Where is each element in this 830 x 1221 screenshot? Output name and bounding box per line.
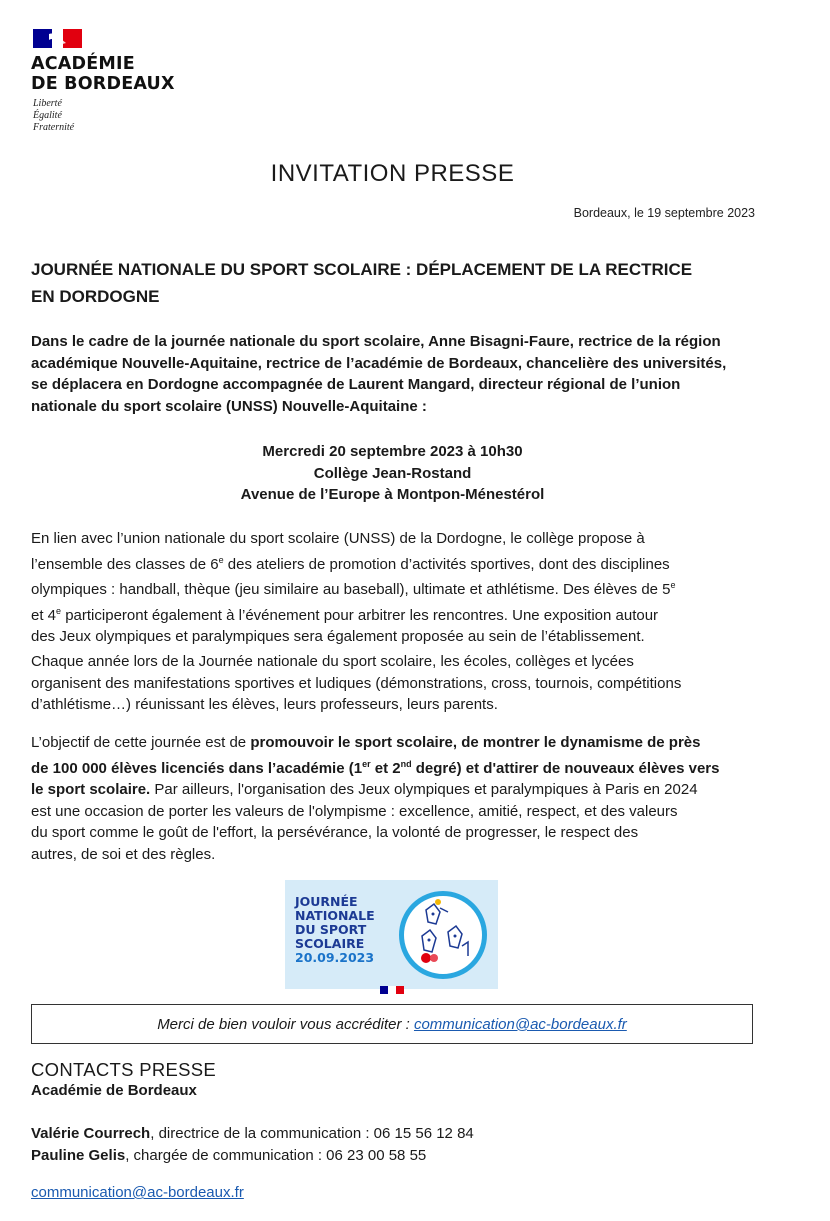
date-line: Bordeaux, le 19 septembre 2023 [573,206,755,220]
poster-date: 20.09.2023 [295,950,375,965]
paragraph-line: Chaque année lors de la Journée nationale du sport scolaire, les écoles, collèges et lycées [31,653,634,670]
document-title: INVITATION PRESSE [270,160,515,187]
event-place: Collège Jean-Rostand [313,464,472,482]
contacts-title: CONTACTS PRESSE [31,1059,217,1080]
logo-line-2: DE BORDEAUX [31,74,175,94]
republic-motto [33,98,74,134]
small-flag-icon [380,986,404,994]
poster-line: JOURNÉE [295,894,358,909]
motto-fraternite: Fraternité [33,122,75,133]
contact-person [31,1125,474,1142]
contact-person [31,1147,426,1164]
headline-line-1: JOURNÉE NATIONALE DU SPORT SCOLAIRE : DÉPLACEMENT DE LA RECTRICE [31,260,693,279]
logo-line-1: ACADÉMIE [31,54,135,74]
text-span: L’objectif de cette journée est de [31,734,251,751]
poster-title [295,895,375,965]
contact-name: Pauline Gelis [31,1147,126,1164]
paragraph-line: du sport comme le goût de l'effort, la persévérance, la volonté de progresser, le respect des [31,824,639,841]
contact-name: Valérie Courrech [31,1125,151,1142]
paragraph-line [31,601,766,627]
paragraph-activities [31,528,766,648]
text-span: et 4 [31,606,57,624]
text-span: degré) et d'attirer de nouveaux élèves vers [411,759,720,777]
paragraph-line: est une occasion de porter les valeurs de l'olympisme : excellence, amitié, respect, et des valeurs [31,802,678,820]
accreditation-email-link[interactable]: communication@ac-bordeaux.fr [413,1016,627,1033]
event-datetime: Mercredi 20 septembre 2023 à 10h30 [262,443,523,460]
paragraph-line [31,550,766,576]
paragraph-line: d’athlétisme…) réunissant les élèves, leurs professeurs, leurs parents. [31,696,498,713]
intro-paragraph [31,331,766,417]
text-span: participeront également à l’événement pour arbitrer les rencontres. Une exposition autour [61,606,659,624]
intro-line: académique Nouvelle-Aquitaine, rectrice de l’académie de Bordeaux, chancelière des universités, [31,354,727,372]
superscript: er [362,758,371,769]
contacts-email-link[interactable]: communication@ac-bordeaux.fr [31,1184,244,1201]
contact-role: , directrice de la communication : 06 15 56 12 84 [150,1125,474,1142]
paragraph-line [31,732,766,754]
event-poster-image [285,880,498,989]
text-span: olympiques : handball, thèque (jeu similaire au baseball), ultimate et athlétisme. Des élèves de 5 [31,581,671,598]
paragraph-line [31,575,766,601]
paragraph-line [31,754,766,780]
text-span: Par ailleurs, l'organisation des Jeux olympiques et paralympiques à Paris en 2024 [150,781,698,798]
accreditation-text: Merci de bien vouloir vous accréditer : [157,1016,414,1033]
superscript: e [56,605,62,616]
text-span: l’ensemble des classes de 6 [31,555,219,573]
poster-mascot-circle [399,891,487,979]
accreditation-box [31,1004,753,1044]
poster-line: DU SPORT [295,922,367,937]
headline [31,256,771,310]
republic-flag-logo-icon [33,29,82,48]
event-address: Avenue de l’Europe à Montpon-Ménestérol [240,486,545,503]
text-span: des ateliers de promotion d’activités sportives, dont des disciplines [223,555,670,573]
paragraph-line: En lien avec l’union nationale du sport scolaire (UNSS) de la Dordogne, le collège propose à [31,530,645,547]
paragraph-objective [31,732,766,865]
bold-span: promouvoir le sport scolaire, de montrer le dynamisme de près [250,734,701,751]
text-span: de 100 000 élèves licenciés dans l’académie (1 [31,759,363,777]
motto-liberte: Liberté [33,98,62,109]
intro-line: nationale du sport scolaire (UNSS) Nouvelle-Aquitaine : [31,397,427,415]
bold-span: le sport scolaire. [31,781,151,798]
paragraph-line: des Jeux olympiques et paralympiques sera également proposée au sein de l’établissement. [31,628,645,645]
paragraph-line: autres, de soi et des règles. [31,845,216,863]
contacts-organization: Académie de Bordeaux [31,1082,197,1099]
superscript: e [218,554,224,565]
poster-line: NATIONALE [295,908,375,923]
event-details [0,441,785,506]
paragraph-line: organisent des manifestations sportives et ludiques (démonstrations, cross, tournois, compétitions [31,674,682,692]
superscript: nd [400,758,412,769]
headline-line-2: EN DORDOGNE [31,287,160,306]
intro-line: se déplacera en Dordogne accompagnée de Laurent Mangard, directeur régional de l’union [31,376,681,393]
text-span: et 2 [370,759,401,777]
contact-role: , chargée de communication : 06 23 00 58 55 [125,1147,427,1164]
motto-egalite: Égalité [33,110,62,121]
contacts-email [31,1184,244,1201]
paragraph-line [31,779,766,801]
mascot-illustration-icon [404,896,482,974]
poster-line: SCOLAIRE [295,936,365,951]
intro-line: Dans le cadre de la journée nationale du sport scolaire, Anne Bisagni-Faure, rectrice de la région [31,333,721,350]
superscript: e [670,580,676,590]
logo-wordmark [31,54,175,94]
paragraph-annual-events [31,651,766,716]
